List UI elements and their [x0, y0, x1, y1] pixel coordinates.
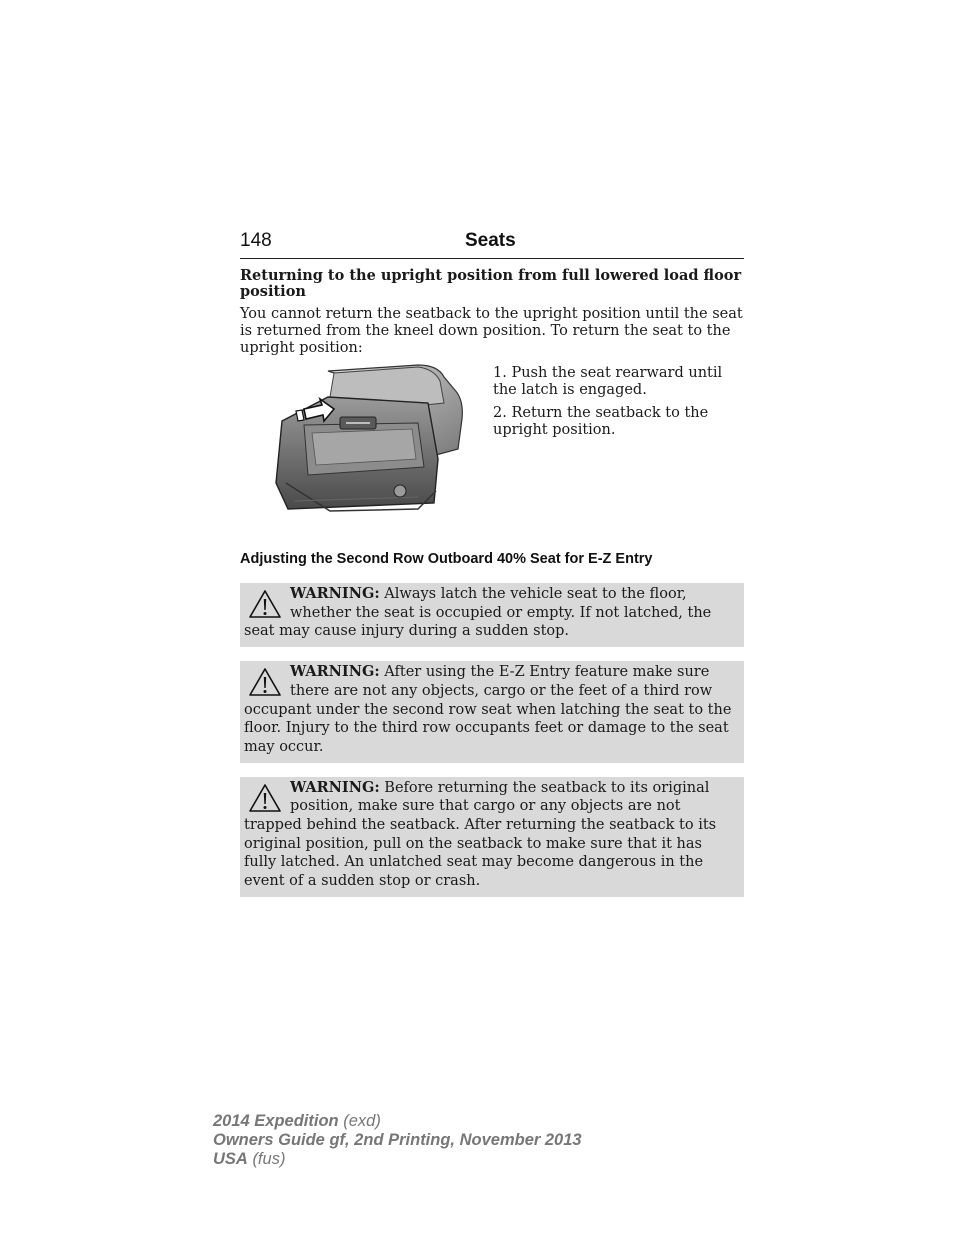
figure-row: [240, 361, 744, 551]
footer-model: 2014 Expedition: [213, 1112, 339, 1130]
step-1: 1. Push the seat rearward until the latch is engaged.: [493, 365, 723, 398]
page-header: [240, 228, 744, 259]
warning-box-3: [240, 777, 744, 897]
page-content: [240, 268, 744, 911]
intro-paragraph: You cannot return the seatback to the upright position until the seat is returned from the kneel down position. To return the seat to the upright position:: [240, 306, 743, 356]
footer-market-code: (fus): [252, 1150, 286, 1168]
footer-line-2: [213, 1131, 582, 1150]
page-number: 148: [240, 230, 272, 251]
warning-box-2: [240, 661, 744, 763]
warning-triangle-icon: [248, 667, 282, 697]
warning-text: Before returning the seatback to its original position, make sure that cargo or any objects are not trapped behind the seatback. After returning the seatback to its original position, pull on the seatback to make sure that it has fully latched. An unlatched seat may become dangerous in the event of a sudden stop or crash.: [244, 779, 717, 890]
warning-text: After using the E-Z Entry feature make sure there are not any objects, cargo or the feet of a third row occupant under the second row seat when latching the seat to the floor. Injury to the third row occupants feet or damage to the seat may occur.: [244, 664, 732, 755]
page-footer: [213, 1112, 582, 1169]
step-2: 2. Return the seatback to the upright position.: [493, 405, 709, 438]
seat-illustration: [268, 363, 470, 515]
section-title: Seats: [465, 230, 516, 251]
warning-label: WARNING:: [290, 663, 380, 681]
footer-model-code: (exd): [343, 1112, 381, 1130]
steps-list: [493, 365, 744, 445]
subheading: Returning to the upright position from full lowered load floor position: [240, 267, 742, 300]
footer-market: USA: [213, 1150, 248, 1168]
warning-triangle-icon: [248, 783, 282, 813]
warning-label: WARNING:: [290, 778, 380, 796]
warning-label: WARNING:: [290, 585, 380, 602]
footer-guide: Owners Guide gf, 2nd Printing, November 2013: [213, 1131, 582, 1149]
warning-text: Always latch the vehicle seat to the floor, whether the seat is occupied or empty. If not latched, the seat may cause injury during a sudden stop.: [244, 586, 712, 640]
section-heading: Adjusting the Second Row Outboard 40% Seat for E-Z Entry: [240, 551, 653, 567]
footer-line-3: [213, 1150, 582, 1169]
warning-box-1: [240, 583, 744, 647]
footer-line-1: [213, 1112, 582, 1131]
warning-triangle-icon: [248, 589, 282, 619]
